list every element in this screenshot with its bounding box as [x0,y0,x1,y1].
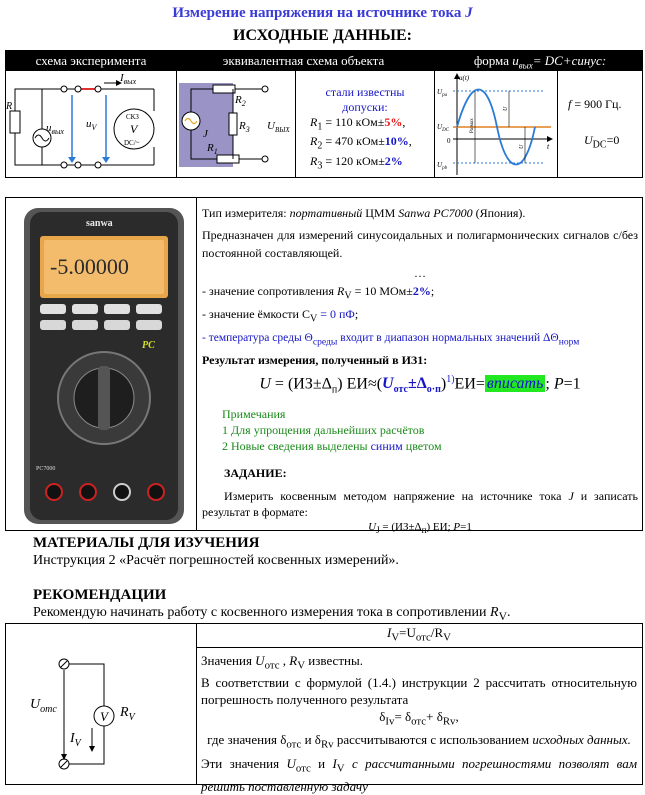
notes-heading: Примечания [222,406,286,421]
note-2: 2 Новые сведения выделены синим цветом [222,438,442,453]
equivalent-schematic [177,71,295,177]
recommendations-heading: РЕКОМЕНДАЦИИ [33,587,167,603]
temperature-line: - температура среды $\Theta_{среды}$ входит в диапазон нормальных значений $\Delta\Theta_{норм}$ [202,331,580,348]
task-formula: $U_J = (ИЗ\pm\Delta_п)$ ЕИ; P=1 [368,520,472,535]
meter-description-block [5,197,643,535]
svg-text:V: V [130,122,138,136]
resistance-line: - значение сопротивления $R_V = 10$ МОм±2%; [202,284,435,302]
equivalent-circuit-diagram [177,71,295,178]
svg-text:Upb: $U_{pb}$ [437,161,448,171]
note-1: 1 Для упрощения дальнейших расчётов [222,422,425,437]
recommendation-box [5,623,643,794]
svg-text:uV: $u_V$ [86,118,97,132]
svg-text:RV: $R_V$ [120,705,135,723]
final-text: Эти значения $U_{отс}$ и $I_V$ с рассчитанными погрешностями позволят вам решить поставленную задачу [201,756,637,794]
svg-text:u(t): u(t) [459,74,470,82]
svg-text:sanwa: sanwa [86,218,113,229]
svg-text:СКЗ: СКЗ [126,113,139,121]
result-heading: Результат измерения, полученный в ИЗ1: [202,353,428,368]
frequency-cell [558,71,644,177]
svg-text:R1: $R_1$ [207,142,218,156]
r2-value: $R_2 = 470$ кОм±10%, [310,134,412,152]
materials-text: Инструкция 2 «Расчёт погрешностей косвенных измерений». [33,553,399,568]
known-values: Значения $U_{отс}$ , $R_V$ известны. [201,652,363,672]
svg-text:PC7000: PC7000 [36,466,56,472]
experiment-circuit-diagram [6,71,176,178]
svg-text:U: U [503,106,509,111]
multimeter-image [14,208,194,526]
r3-value: $R_3 = 120$ кОм±2% [310,153,403,172]
rvh-label: R [6,101,13,112]
recommendations-text: Рекомендую начинать работу с косвенного измерения тока в сопротивлении $R_V$. [33,605,511,623]
header-form: форма $u_{вых}=$ DC+синус: [473,53,607,71]
svg-text:IV: $I_V$ [70,731,81,749]
svg-text:Uотс: $U_{отс}$ [30,697,57,715]
svg-text:V: V [100,709,108,724]
svg-text:J: J [203,128,208,140]
r1-value: $R_1 = 110$ кОм±5%, [310,115,406,133]
initial-data-heading: ИСХОДНЫЕ ДАННЫЕ: [233,27,412,44]
materials-heading: МАТЕРИАЛЫ ДЛЯ ИЗУЧЕНИЯ [33,535,260,551]
device-purpose: Предназначен для измерений синусоидальных и полигармонических сигналов с/без постоянной составляющей. [202,228,638,260]
where-text: где значения $\delta_{отс}$ и $\delta_{Rv}$ рассчитываются с использованием исходных данных. [207,731,631,751]
header-equiv: эквивалентная схема объекта [222,53,385,68]
tolerance-heading: стали известны допуски: [325,85,405,114]
initial-data-table [5,50,643,178]
svg-text:UВЫХ: $U_{ВЫХ}$ [267,120,290,134]
svg-text:Iвых: $I_{вых}$ [120,72,137,86]
svg-text:R2: $R_2$ [235,94,246,108]
task-heading: ЗАДАНИЕ: [224,465,287,480]
svg-text:UDC: $U_{DC}$ [437,123,450,133]
waveform-cell [435,71,557,177]
current-formula: $I_V=U_{отс}/R_V$ [196,624,642,648]
frequency-value: f = 900 Гц. [568,97,622,111]
experiment-schematic [6,71,176,177]
svg-text:R3: $R_3$ [239,120,250,134]
svg-text:0: 0 [447,137,451,145]
instruction-paragraph: В соответствии с формулой (1.4.) инструкции 2 рассчитать относительную погрешность полученного результата [201,675,637,708]
tolerance-cell [296,71,434,177]
device-type-line: Тип измерителя: портативный ЦММ Sanwa PC7000 (Япония). [202,206,526,220]
capacitance-line: - значение ёмкости $C_V = 0$ пФ; [202,307,359,325]
udc-value: $U_{DC}=0$ [584,133,620,151]
device-description: Тип измерителя: портативный ЦММ Sanwa PC7000 (Япония). Предназначен для измерений синусоидальных и полигармонических сигналов с/без постоянной составляющей. … - значение сопротивления $R_V = 10$ МОм±2%; - значение ёмкости $C_V = 0$ пФ; - температура среды $\Theta_{среды}$ входит в диапазон нормальных значений $\Delta\Theta_{норм}$ Результат измерения, полученный в ИЗ1: $U = (ИЗ\pm\Delta_п)$ $ЕИ\approx(U_{отс}\pm\Delta_{о\cdot п})^{1)}ЕИ=$ вписать ; P=1 Примечания 1 Для упрощения дальнейших расчётов 2 Новые сведения выделены синим цветом ЗАДАНИЕ: Измерить косвенным методом напряжение на источнике тока J и записать результат в формате: $U_J = (ИЗ\pm\Delta_п)$ ЕИ; P=1 [202,204,638,538]
write-in-placeholder[interactable]: вписать [486,375,544,393]
page-title: Измерение напряжения на источнике тока J [172,5,473,21]
svg-text:U: U [519,144,525,149]
waveform-plot [435,71,557,178]
svg-text:uвых: $u_{вых}$ [46,122,64,136]
svg-text:DC/~: DC/~ [124,139,140,147]
svg-text:-5.00000: -5.00000 [50,254,129,279]
delta-formula: $\delta_{Iv}= \delta_{отс}+ \delta_{Rv}$, [379,709,459,728]
svg-text:t: t [547,142,550,151]
recommendation-text [201,624,637,795]
current-circuit-diagram [16,650,186,780]
svg-text:Размах: Размах [470,118,475,133]
task-text: Измерить косвенным методом напряжение на источнике тока J и записать результат в формате: [202,488,639,519]
svg-text:Upa: $U_{pa}$ [437,88,448,98]
svg-text:PC: PC [142,340,155,351]
header-scheme: схема эксперимента [35,53,147,68]
result-formula: $U = (ИЗ\pm\Delta_п)$ $ЕИ\approx(U_{отс}\pm\Delta_{о\cdot п})^{1)}ЕИ=$ вписать ; P=1 [259,374,581,396]
